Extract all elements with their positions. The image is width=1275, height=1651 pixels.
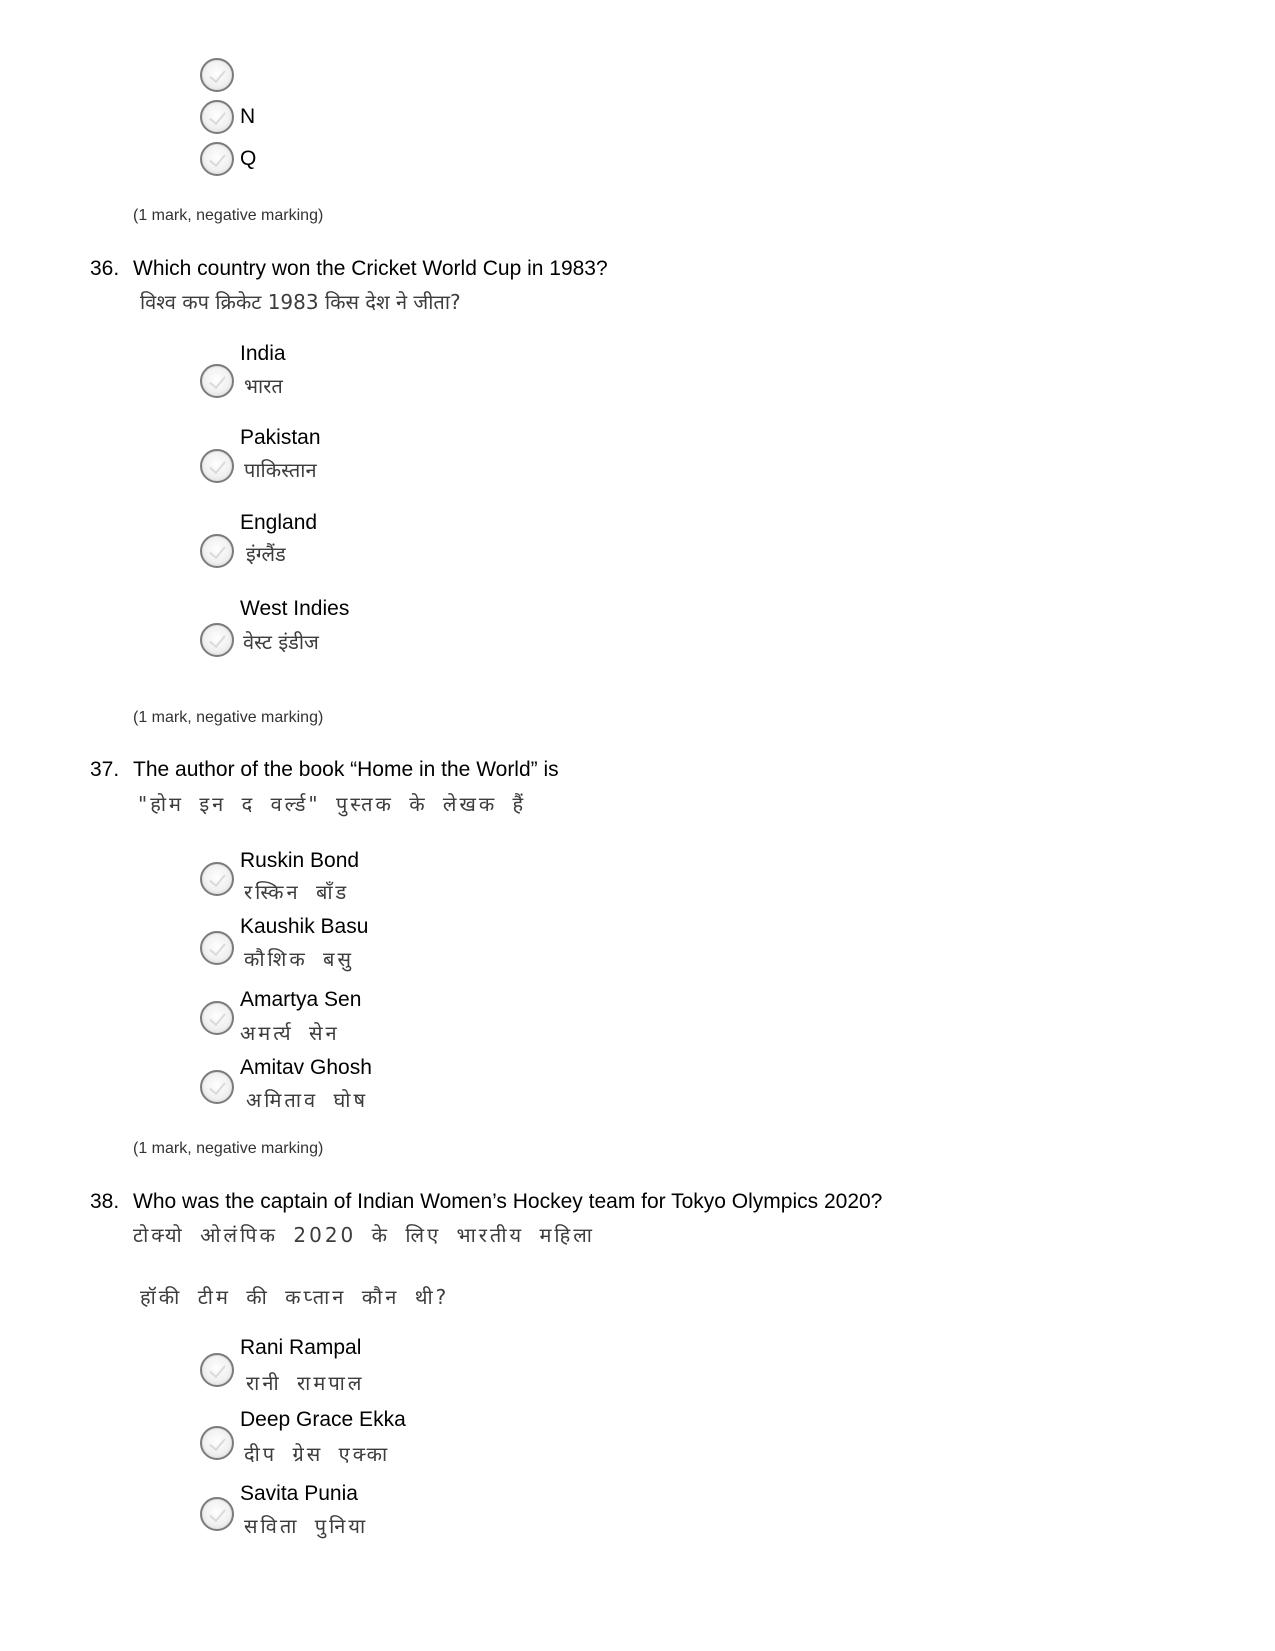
option-label-hi: रस्किन बॉंड (244, 880, 350, 904)
option-label-hi: दीप ग्रेस एक्का (244, 1442, 391, 1466)
check-icon (209, 542, 226, 559)
radio-button[interactable] (200, 364, 234, 398)
check-icon (209, 870, 226, 887)
question-text-hi: विश्व कप क्रिकेट 1983 किस देश ने जीता? (140, 290, 461, 314)
option-label-en: Kaushik Basu (240, 915, 369, 938)
question-text-en: The author of the book “Home in the World” is (133, 758, 559, 781)
check-icon (209, 372, 226, 389)
option-label-en: Amartya Sen (240, 988, 362, 1011)
radio-button[interactable] (200, 1426, 234, 1460)
option-label-hi: पाकिस्तान (244, 458, 317, 482)
option-label-hi: अमिताव घोष (246, 1088, 369, 1112)
marks-note: (1 mark, negative marking) (133, 207, 324, 224)
radio-button[interactable] (200, 931, 234, 965)
option-label-en: Ruskin Bond (240, 849, 360, 872)
check-icon (209, 66, 226, 83)
option-label: Q (240, 147, 257, 170)
question-text-hi-line1: टोक्यो ओलंपिक 2020 के लिए भारतीय महिला (133, 1223, 595, 1247)
check-icon (209, 1078, 226, 1095)
radio-button[interactable] (200, 449, 234, 483)
question-text-en: Who was the captain of Indian Women’s Hockey team for Tokyo Olympics 2020? (133, 1190, 883, 1213)
check-icon (209, 108, 226, 125)
check-icon (209, 150, 226, 167)
option-label-hi: सविता पुनिया (244, 1514, 369, 1538)
question-number: 36. (90, 257, 120, 280)
radio-button[interactable] (200, 1070, 234, 1104)
option-label-en: West Indies (240, 597, 350, 620)
option-label-hi: कौशिक बसु (244, 947, 354, 971)
radio-button[interactable] (200, 623, 234, 657)
question-number: 38. (90, 1190, 120, 1213)
option-label: N (240, 105, 256, 128)
check-icon (209, 1505, 226, 1522)
option-label-en: England (240, 511, 318, 534)
question-number: 37. (90, 758, 120, 781)
radio-button[interactable] (200, 142, 234, 176)
radio-button[interactable] (200, 1497, 234, 1531)
radio-button[interactable] (200, 58, 234, 92)
option-label-hi: रानी रामपाल (246, 1371, 365, 1395)
check-icon (209, 1434, 226, 1451)
marks-note: (1 mark, negative marking) (133, 709, 324, 726)
radio-button[interactable] (200, 1353, 234, 1387)
radio-button[interactable] (200, 862, 234, 896)
option-label-en: Savita Punia (240, 1482, 358, 1505)
check-icon (209, 631, 226, 648)
check-icon (209, 457, 226, 474)
check-icon (209, 939, 226, 956)
option-label-en: Pakistan (240, 426, 321, 449)
radio-button[interactable] (200, 100, 234, 134)
radio-button[interactable] (200, 1001, 234, 1035)
option-label-en: Rani Rampal (240, 1336, 362, 1359)
option-label-hi: इंग्लैंड (246, 542, 286, 566)
option-label-en: India (240, 342, 286, 365)
check-icon (209, 1009, 226, 1026)
option-label-hi: अमर्त्य सेन (240, 1021, 340, 1045)
option-label-hi: वेस्ट इंडीज (243, 630, 319, 654)
question-text-hi: "होम इन द वर्ल्ड" पुस्तक के लेखक हैं (138, 792, 527, 816)
question-text-hi-line2: हॉकी टीम की कप्तान कौन थी? (140, 1285, 450, 1309)
radio-button[interactable] (200, 534, 234, 568)
option-label-en: Amitav Ghosh (240, 1056, 372, 1079)
check-icon (209, 1361, 226, 1378)
option-label-en: Deep Grace Ekka (240, 1408, 406, 1431)
marks-note: (1 mark, negative marking) (133, 1140, 324, 1157)
option-label-hi: भारत (244, 374, 283, 398)
question-text-en: Which country won the Cricket World Cup in 1983? (133, 257, 608, 280)
